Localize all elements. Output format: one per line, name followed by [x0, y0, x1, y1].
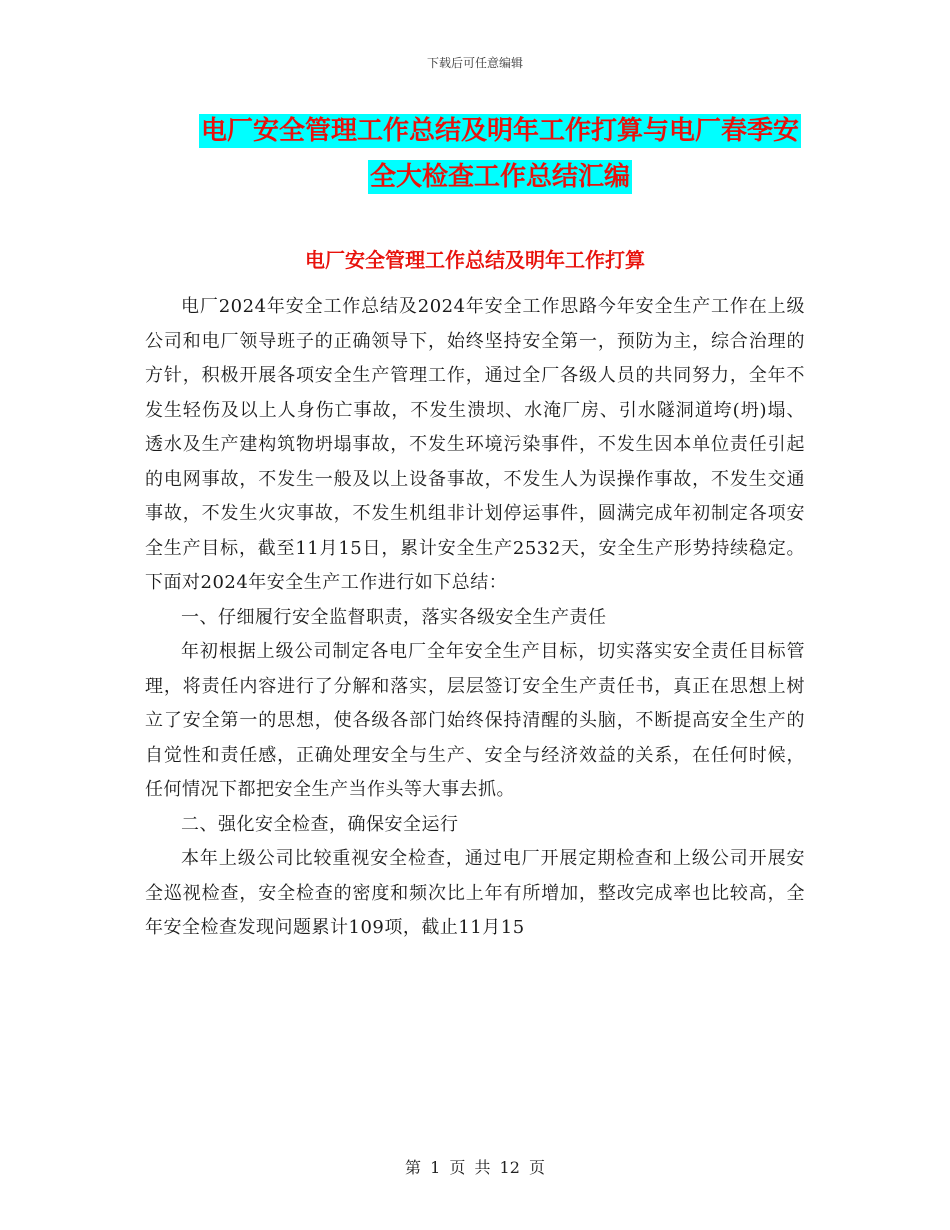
paragraph: 电厂2024年安全工作总结及2024年安全工作思路今年安全生产工作在上级公司和电厂领导班子的正确领导下，始终坚持安全第一，预防为主，综合治理的方针，积极开展各项安全生产管理工作，通过全厂各级人员的共同努力，全年不发生轻伤及以上人身伤亡事故，不发生溃坝、水淹厂房、引水隧洞道垮(坍)塌、透水及生产建构筑物坍塌事故，不发生环境污染事件，不发生因本单位责任引起的电网事故，不发生一般及以上设备事故，不发生人为误操作事故，不发生交通事故，不发生火灾事故，不发生机组非计划停运事件，圆满完成年初制定各项安全生产目标，截至11月15日，累计安全生产2532天，安全生产形势持续稳定。下面对2024年安全生产工作进行如下总结：	[145, 296, 805, 593]
document-title-line1: 电厂安全管理工作总结及明年工作打算与电厂春季安	[200, 116, 799, 146]
page-footer: 第 1 页 共 12 页	[405, 1158, 545, 1177]
paragraph-heading: 二、强化安全检查，确保安全运行	[181, 813, 459, 835]
document-body	[145, 290, 805, 946]
paragraph: 年初根据上级公司制定各电厂全年安全生产目标，切实落实安全责任目标管理，将责任内容进行了分解和落实，层层签订安全生产责任书，真正在思想上树立了安全第一的思想，使各级各部门始终保持清醒的头脑，不断提高安全生产的自觉性和责任感，正确处理安全与生产、安全与经济效益的关系，在任何时候，任何情况下都把安全生产当作头等大事去抓。	[145, 641, 805, 800]
paragraph-heading: 一、仔细履行安全监督职责，落实各级安全生产责任	[181, 606, 607, 628]
paragraph: 本年上级公司比较重视安全检查，通过电厂开展定期检查和上级公司开展安全巡视检查，安全检查的密度和频次比上年有所增加，整改完成率也比较高，全年安全检查发现问题累计109项，截止11月15	[145, 848, 805, 938]
document-title	[160, 108, 840, 200]
section-title: 电厂安全管理工作总结及明年工作打算	[305, 248, 645, 272]
header-note: 下载后可任意编辑	[426, 56, 523, 70]
document-title-line2: 全大检查工作总结汇编	[369, 162, 630, 192]
